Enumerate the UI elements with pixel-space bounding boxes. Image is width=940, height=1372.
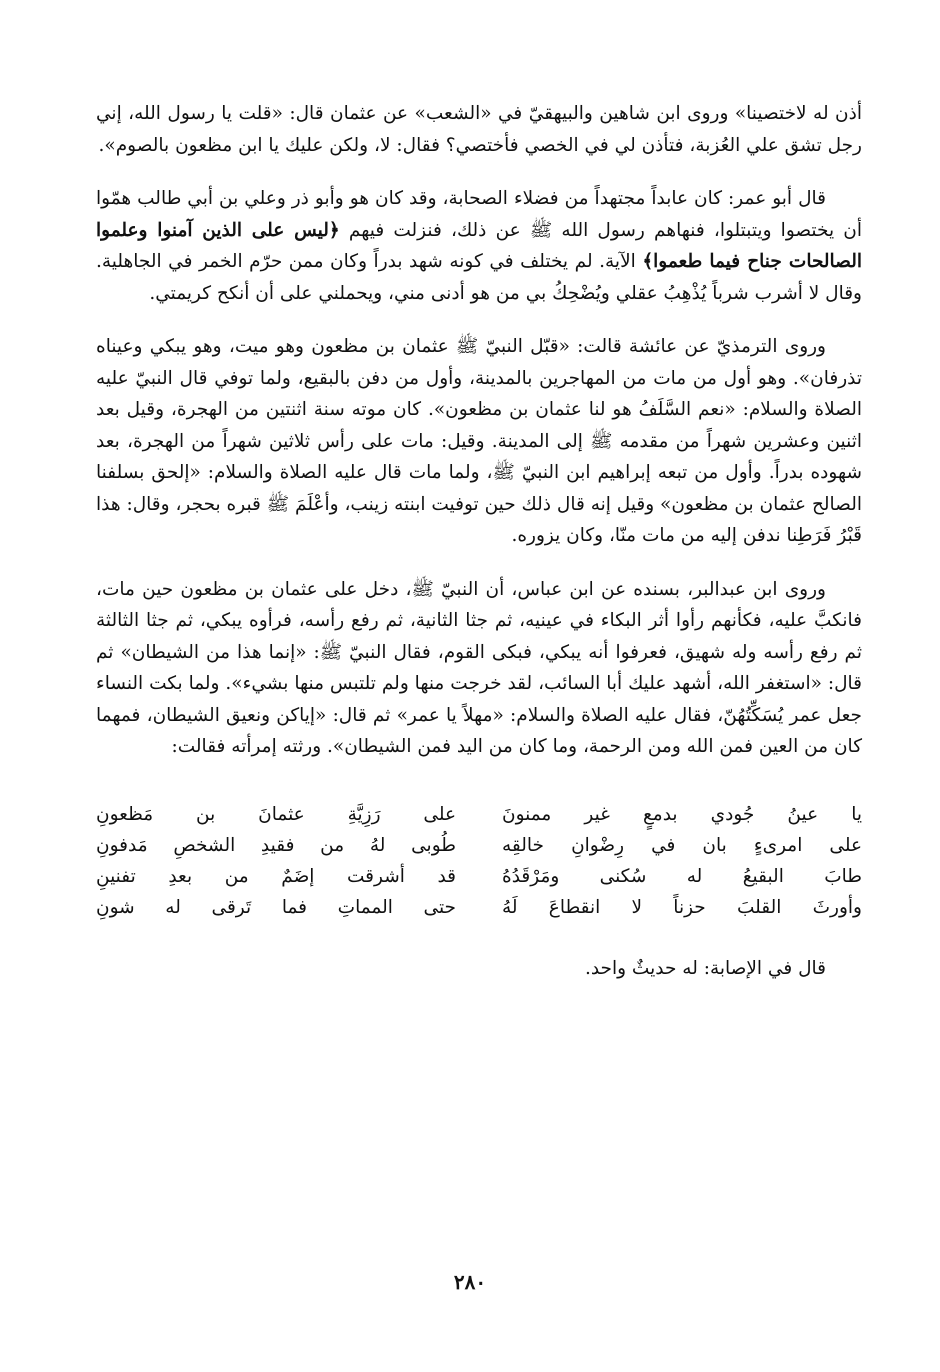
poem-hemistich: قد أشرقت إضَمٌ من بعدِ تفنينِ (96, 865, 456, 887)
poem-hemistich: يا عينُ جُودي بدمعٍ غير ممنونَ (502, 803, 862, 825)
poem-hemistich: طابَ البقيعُ له سُكنى ومَرْقَدُهُ (502, 865, 862, 887)
page-body (96, 98, 862, 984)
paragraph-1: أذن له لاختصينا» وروى ابن شاهين والبيهقيّ في «الشعب» عن عثمان قال: «قلت يا رسول الله، إني رجل تشق علي العُزبة، فتأذن لي في الخصي فأختصي؟ فقال: لا، ولكن عليك يا ابن مظعون بالصوم». (96, 103, 862, 156)
paragraph-4: وروى ابن عبدالبر، بسنده عن ابن عباس، أن النبيّ ﷺ، دخل على عثمان بن مظعون حين مات، فانكبَّ عليه، فكأنهم رأوا أثر البكاء في عينيه، ثم جثا الثانية، ثم رفع رأسه، فرأوه يبكي، ثم جثا الثالثة ثم رفع رأسه وله شهيق، فعرفوا أنه يبكي، فبكى القوم، فقال النبيّ ﷺ: «إنما هذا من الشيطان» ثم قال: «استغفر الله، أشهد عليك أبا السائب، لقد خرجت منها ولم تلتبس منها بشيء». ولما بكت النساء جعل عمر يُسَكِّتُهُنّ، فقال عليه الصلاة والسلام: «مهلاً يا عمر» ثم قال: «إياكن ونعيق الشيطان، فمهما كان من العين فمن الله ومن الرحمة، وما كان من اليد فمن الشيطان». ورثته إمرأته فقالت: (96, 578, 862, 757)
paragraph-2 (96, 183, 862, 309)
poem-hemistich: على رَزِيَّةِ عثمانَ بن مَظعونِ (96, 803, 456, 825)
paragraph-2-text-start: قال أبو عمر: كان عابداً مجتهداً من فضلاء الصحابة، وقد كان هو وأبو ذر وعلي بن أبي طالب همّوا أن يختصوا ويتبتلوا، فنهاهم رسول الله ﷺ عن ذلك، فنزلت فيهم (96, 188, 863, 241)
closing-note: قال في الإصابة: له حديثٌ واحد. (584, 957, 826, 979)
poem-hemistich: طُوبى لهُ من فقيدِ الشخصِ مَدفونِ (96, 834, 456, 856)
quran-verse: ﴿ليس على الذين آمنوا وعلموا الصالحات جناح فيما طعموا﴾ (96, 219, 862, 272)
page-number: ٢٨٠ (453, 1270, 487, 1294)
poem-hemistich: حتى المماتِ فما تَرقى له شونِ (96, 896, 456, 918)
poem-left-column (96, 799, 456, 923)
poem-right-column (502, 799, 862, 923)
poem-hemistich: على امرىءٍ بان في رِضْوانِ خالقِه (502, 834, 862, 856)
paragraph-2-text-end: الآية. لم يختلف في كونه شهد بدراً وكان ممن حرّم الخمر في الجاهلية. وقال لا أشرب شرباً يُذْهِبُ عقلي ويُضْحِكُ بي من هو أدنى مني، ويحملني على أن أنكح كريمتي. (96, 251, 862, 304)
elegy-poem (96, 799, 862, 923)
poem-hemistich: وأورثَ القلبَ حزناً لا انقطاعَ لَهُ (502, 896, 862, 918)
paragraph-3: وروى الترمذيّ عن عائشة قالت: «قبّل النبيّ ﷺ عثمان بن مظعون وهو ميت، وهو يبكي وعيناه تذرفان». وهو أول من مات من المهاجرين بالمدينة، وأول من دفن بالبقيع، ولما توفي قال النبيّ عليه الصلاة والسلام: «نعم السَّلَفُ هو لنا عثمان بن مظعون». كان موته سنة اثنتين من الهجرة، وقيل بعد اثنين وعشرين شهراً من مقدمه ﷺ إلى المدينة. وقيل: مات على رأس ثلاثين شهراً من الهجرة، بعد شهوده بدراً. وأول من تبعه إبراهيم ابن النبيّ ﷺ، ولما مات قال عليه الصلاة والسلام: «إلحق بسلفنا الصالح عثمان بن مظعون» وقيل إنه قال ذلك حين توفيت ابنته زينب، وأعْلَمَ ﷺ قبره بحجر، وقال: هذا قَبْرُ فَرَطِنا ندفن إليه من مات منّا، وكان يزوره. (96, 336, 862, 546)
